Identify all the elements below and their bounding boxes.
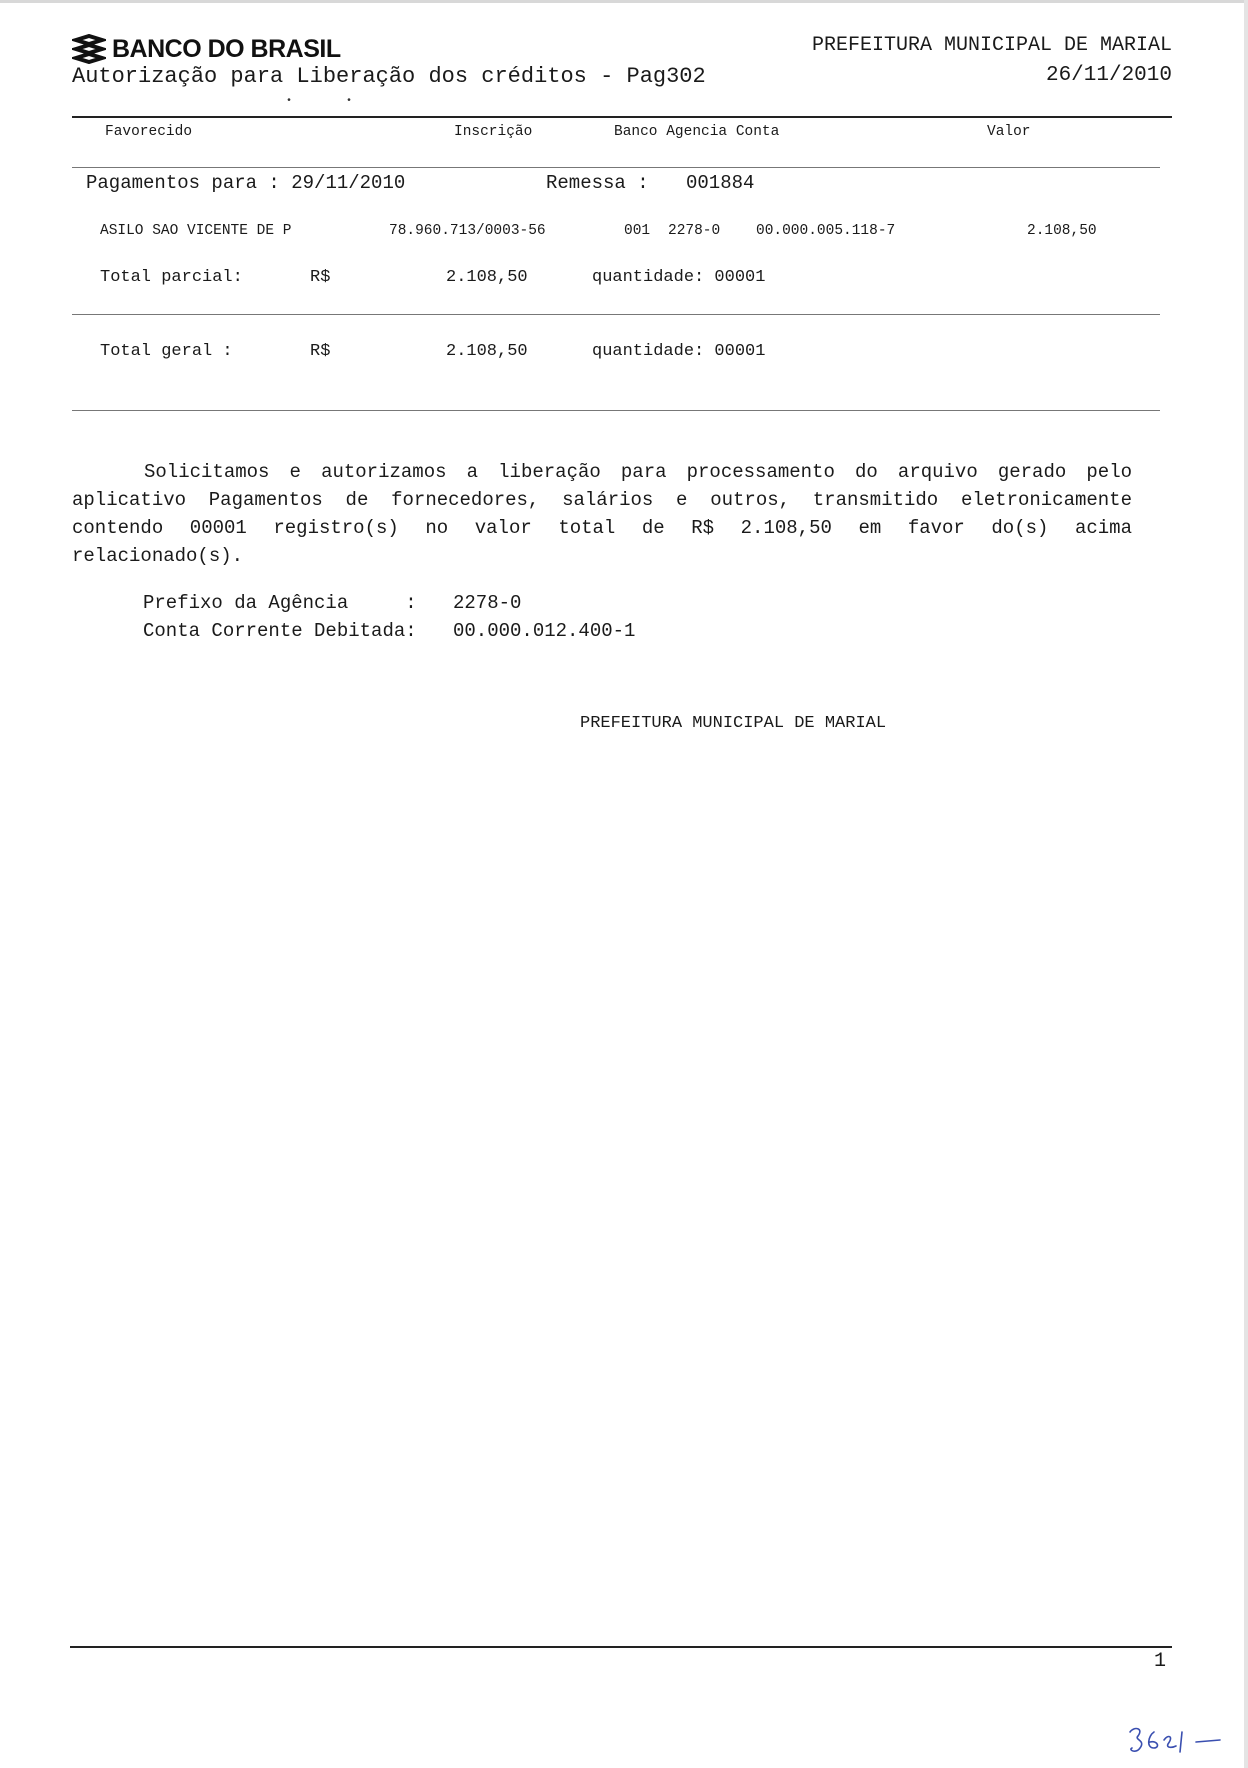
debited-account-value: 00.000.012.400-1 bbox=[453, 620, 636, 642]
authorization-paragraph bbox=[72, 458, 1132, 570]
total-geral-currency: R$ bbox=[310, 342, 331, 361]
total-geral-value: 2.108,50 bbox=[446, 342, 528, 361]
remessa-label: Remessa : bbox=[546, 172, 649, 194]
row-inscricao: 78.960.713/0003-56 bbox=[389, 223, 546, 239]
handwritten-page-mark bbox=[1124, 1718, 1224, 1762]
signature-entity: PREFEITURA MUNICIPAL DE MARIAL bbox=[580, 714, 887, 733]
column-header-rule bbox=[72, 167, 1160, 168]
total-parcial-currency: R$ bbox=[310, 268, 331, 287]
row-conta: 00.000.005.118-7 bbox=[756, 223, 896, 239]
scan-edge-right bbox=[1244, 0, 1248, 1768]
col-header-banco-agencia-conta: Banco Agencia Conta bbox=[614, 124, 780, 140]
bank-name: BANCO DO BRASIL bbox=[112, 34, 341, 63]
subtotal-rule bbox=[72, 314, 1160, 315]
remessa-value: 001884 bbox=[686, 172, 755, 194]
row-banco: 001 bbox=[624, 223, 651, 239]
payer-name: PREFEITURA MUNICIPAL DE MARIAL bbox=[811, 34, 1172, 57]
page-number: 1 bbox=[1153, 1650, 1166, 1673]
row-favorecido: ASILO SAO VICENTE DE P bbox=[100, 223, 292, 239]
total-geral-quantity: quantidade: 00001 bbox=[592, 342, 766, 361]
row-valor: 2.108,50 bbox=[1027, 223, 1097, 239]
header-rule bbox=[72, 116, 1172, 118]
issue-date: 26/11/2010 bbox=[1045, 64, 1172, 87]
total-rule bbox=[72, 410, 1160, 411]
col-header-inscricao: Inscrição bbox=[454, 124, 533, 140]
bank-logo bbox=[72, 32, 341, 66]
total-parcial-quantity: quantidade: 00001 bbox=[592, 268, 766, 287]
scan-edge-top bbox=[0, 0, 1248, 3]
row-agencia: 2278-0 bbox=[668, 223, 721, 239]
footer-rule bbox=[70, 1646, 1172, 1648]
scan-dots: • • bbox=[286, 96, 353, 107]
agencia-prefix-value: 2278-0 bbox=[453, 592, 522, 614]
authorization-text: Solicitamos e autorizamos a liberação para processamento do arquivo gerado pelo aplicativo Pagamentos de fornecedores, salários e outros, transmitido eletronicamente contendo 00001 registro(s) no valor total de R$ 2.108,50 em favor do(s) acima relacionado(s). bbox=[72, 461, 1132, 567]
total-parcial-label: Total parcial: bbox=[100, 268, 243, 287]
payments-for-date: Pagamentos para : 29/11/2010 bbox=[86, 172, 406, 194]
agencia-prefix-label: Prefixo da Agência : bbox=[143, 592, 417, 614]
document-title: Autorização para Liberação dos créditos - Pag302 bbox=[72, 64, 706, 89]
total-parcial-value: 2.108,50 bbox=[446, 268, 528, 287]
col-header-valor: Valor bbox=[987, 124, 1031, 140]
banco-do-brasil-logo-icon bbox=[72, 34, 106, 64]
total-geral-label: Total geral : bbox=[100, 342, 233, 361]
debited-account-label: Conta Corrente Debitada: bbox=[143, 620, 417, 642]
col-header-favorecido: Favorecido bbox=[105, 124, 193, 140]
